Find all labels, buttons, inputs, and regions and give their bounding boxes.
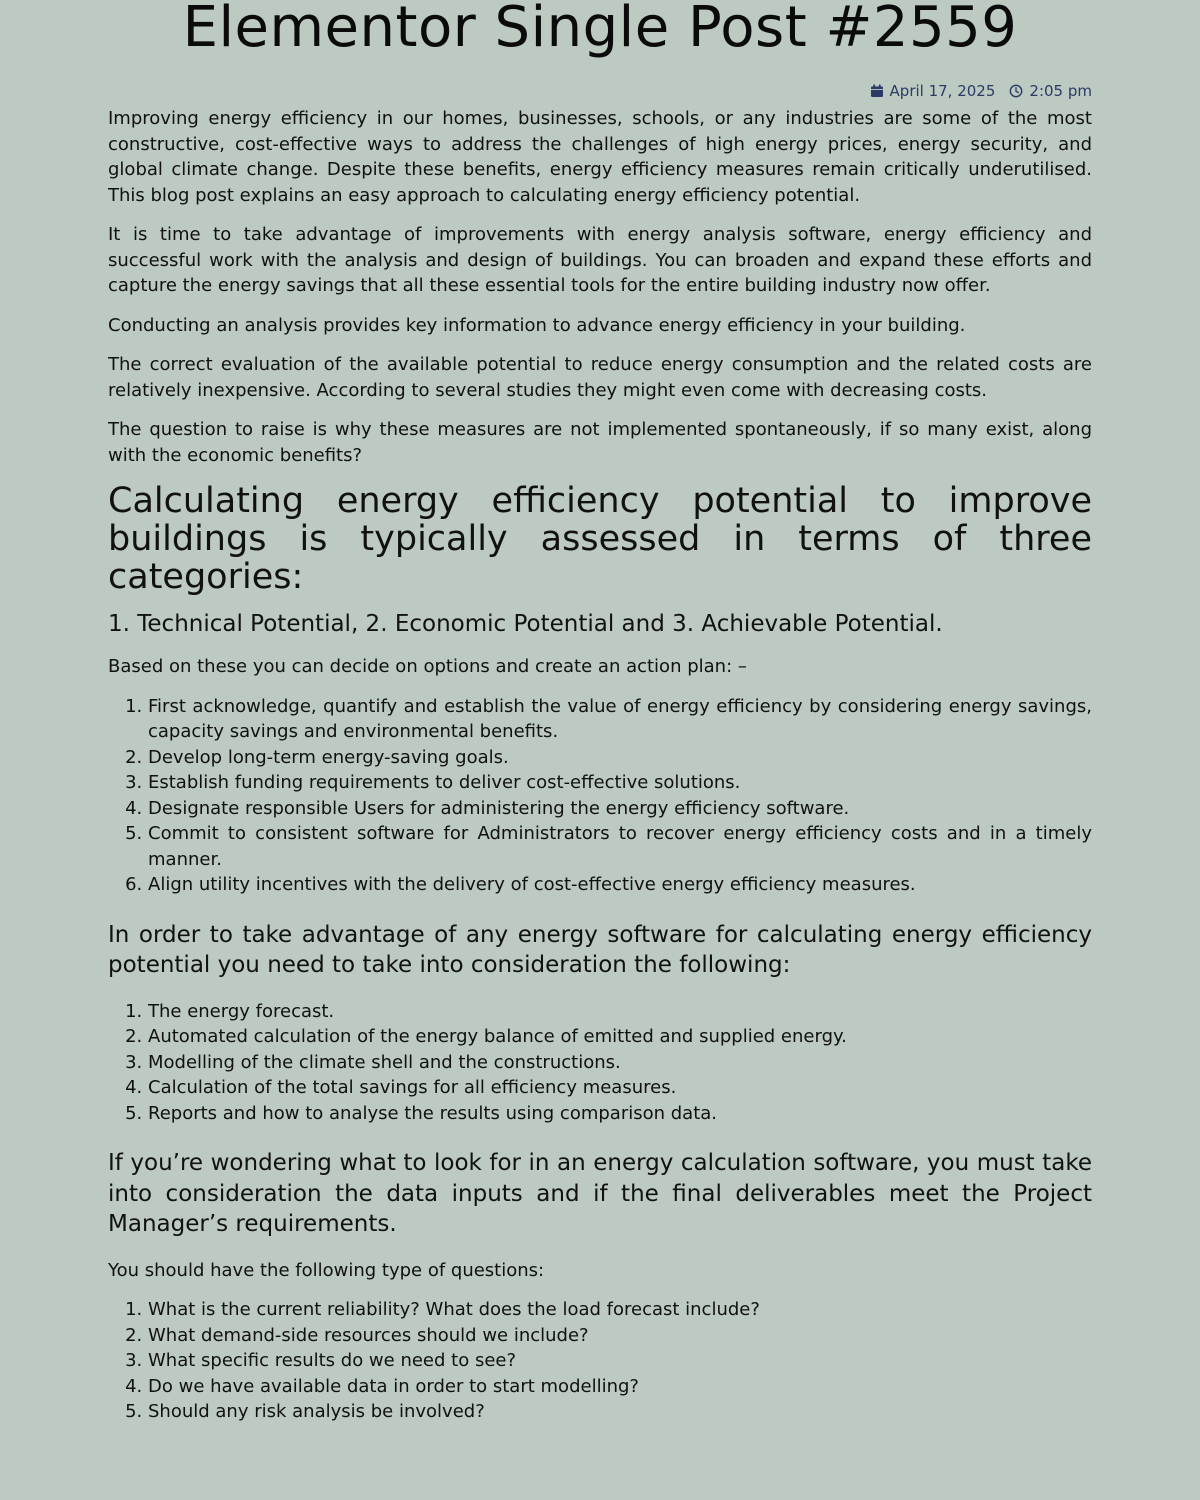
list-item: 6. Align utility incentives with the delivery of cost-effective energy efficiency measures. bbox=[148, 872, 1092, 898]
heading-categories: Calculating energy efficiency potential to improve buildings is typically assessed in terms of three categories: bbox=[108, 481, 1092, 597]
calendar-icon bbox=[870, 84, 884, 98]
heading-considerations: In order to take advantage of any energy software for calculating energy efficiency potential you need to take into consideration the following: bbox=[108, 921, 1092, 978]
post-date[interactable]: April 17, 2025 bbox=[889, 82, 996, 100]
list-item: 2. Develop long-term energy-saving goals. bbox=[148, 745, 1092, 771]
list-action-plan bbox=[108, 694, 1092, 898]
list-item: 4. Calculation of the total savings for all efficiency measures. bbox=[148, 1075, 1092, 1101]
paragraph-analysis: Conducting an analysis provides key information to advance energy efficiency in your building. bbox=[108, 314, 966, 336]
heading-software-choice: If you’re wondering what to look for in an energy calculation software, you must take into consideration the data inputs and if the final deliverables meet the Project Manager’s requirements. bbox=[108, 1150, 1092, 1237]
paragraph-evaluation: The correct evaluation of the available potential to reduce energy consumption and the related costs are relatively inexpensive. According to several studies they might even come with decreasing costs. bbox=[108, 354, 1092, 401]
list-item: 4. Do we have available data in order to start modelling? bbox=[148, 1374, 1092, 1400]
list-item: 1. What is the current reliability? What does the load forecast include? bbox=[148, 1297, 1092, 1323]
list-item: 4. Designate responsible Users for administering the energy efficiency software. bbox=[148, 796, 1092, 822]
post-title: Elementor Single Post #2559 bbox=[182, 0, 1018, 60]
post-content bbox=[108, 106, 1092, 1439]
list-item: 3. Establish funding requirements to deliver cost-effective solutions. bbox=[148, 770, 1092, 796]
list-considerations bbox=[108, 999, 1092, 1127]
list-item: 3. Modelling of the climate shell and the constructions. bbox=[148, 1050, 1092, 1076]
paragraph-action-plan: Based on these you can decide on options and create an action plan: – bbox=[108, 656, 747, 677]
list-item: 3. What specific results do we need to see? bbox=[148, 1348, 1092, 1374]
paragraph-intro: Improving energy efficiency in our homes, businesses, schools, or any industries are some of the most constructive, cost-effective ways to address the challenges of high energy prices, energy security, and global climate change. Despite these benefits, energy efficiency measures remain critically underutilised. This blog post explains an easy approach to calculating energy efficiency potential. bbox=[108, 108, 1092, 206]
list-item: 5. Should any risk analysis be involved? bbox=[148, 1399, 1092, 1425]
list-item: 1. First acknowledge, quantify and establish the value of energy efficiency by considering energy savings, capacity savings and environmental benefits. bbox=[148, 694, 1092, 745]
subheading-potentials: 1. Technical Potential, 2. Economic Potential and 3. Achievable Potential. bbox=[108, 611, 943, 637]
paragraph-question: The question to raise is why these measures are not implemented spontaneously, if so many exist, along with the economic benefits? bbox=[108, 419, 1092, 466]
list-item: 5. Commit to consistent software for Administrators to recover energy efficiency costs and in a timely manner. bbox=[148, 821, 1092, 872]
paragraph-software: It is time to take advantage of improvements with energy analysis software, energy efficiency and successful work with the analysis and design of buildings. You can broaden and expand these efforts and capture the energy savings that all these essential tools for the entire building industry now offer. bbox=[108, 224, 1092, 296]
list-item: 5. Reports and how to analyse the results using comparison data. bbox=[148, 1101, 1092, 1127]
list-item: 2. What demand-side resources should we include? bbox=[148, 1323, 1092, 1349]
paragraph-questions-intro: You should have the following type of questions: bbox=[108, 1259, 545, 1281]
list-item: 1. The energy forecast. bbox=[148, 999, 1092, 1025]
list-item: 2. Automated calculation of the energy balance of emitted and supplied energy. bbox=[148, 1024, 1092, 1050]
post-time: 2:05 pm bbox=[1029, 82, 1092, 100]
clock-icon bbox=[1009, 84, 1023, 98]
post-meta bbox=[870, 82, 1092, 100]
list-questions bbox=[108, 1297, 1092, 1425]
